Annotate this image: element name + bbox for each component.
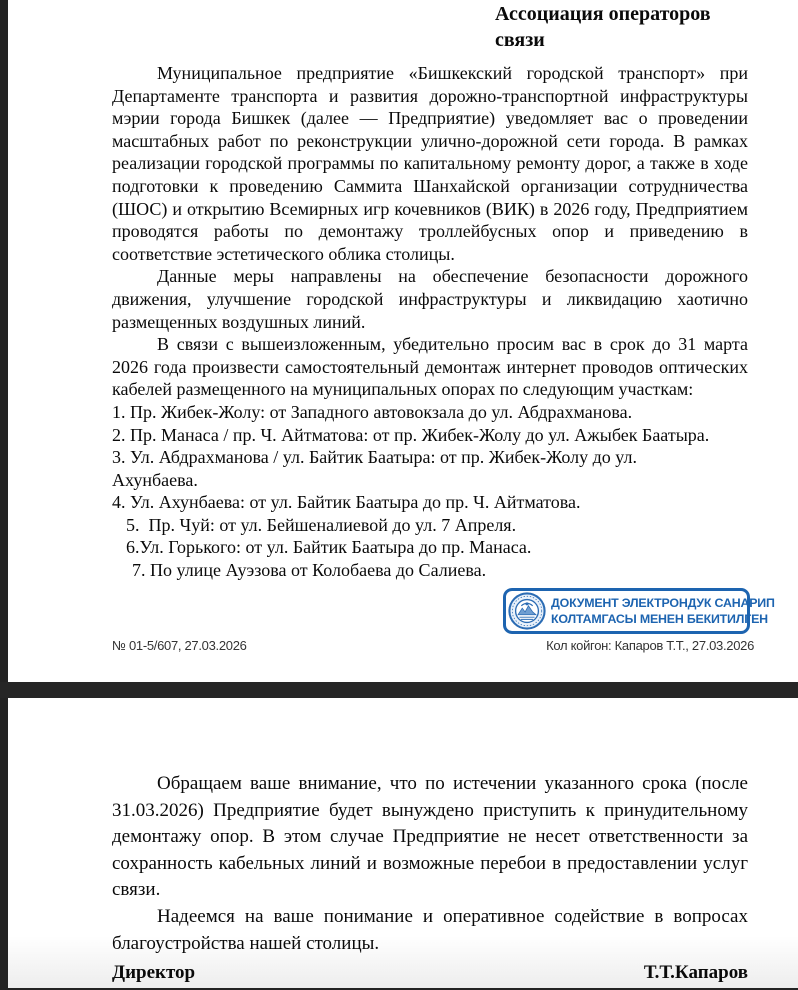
paragraph-closing: Надеемся на ваше понимание и оперативное содействие в вопросах благоустройства нашей столицы. [112, 905, 748, 954]
list-item: 4. Ул. Ахунбаева: от ул. Байтик Баатыра до пр. Ч. Айтматова. [112, 492, 581, 513]
list-item: 6.Ул. Горького: от ул. Байтик Баатыра до пр. Манаса. [126, 537, 532, 558]
stamp-text [551, 595, 775, 628]
paragraph-warning: Обращаем ваше внимание, что по истечении указанного срока (после 31.03.2026) Предприятие будет вынуждено приступить к принудительному демонтажу опор. В этом случае Предприятие не несет ответственности за сохранность кабельных линий и возможные перебои в предоставлении услуг связи. [112, 773, 748, 901]
signature-name: Т.Т.Капаров [643, 962, 748, 984]
list-item: 2. Пр. Манаса / пр. Ч. Айтматова: от пр. Жибек-Жолу до ул. Ажыбек Баатыра. [112, 424, 710, 445]
document-number: № 01-5/607, 27.03.2026 [112, 638, 247, 653]
page-separator [0, 682, 798, 698]
stamp-line-1: ДОКУМЕНТ ЭЛЕКТРОНДУК САНАРИП [551, 595, 775, 610]
digital-signature-stamp [503, 588, 775, 634]
document-page-1 [8, 0, 798, 682]
street-sections-list [112, 401, 724, 582]
list-item: 5. Пр. Чуй: от ул. Бейшеналиевой до ул. 7 Апреля. [126, 514, 517, 535]
stamp-line-2: КОЛТАМГАСЫ МЕНЕН БЕКИТИЛГЕН [551, 612, 768, 626]
signature-title: Директор [112, 962, 196, 984]
paragraph-measures: Данные меры направлены на обеспечение безопасности дорожного движения, улучшение городской инфраструктуры и ликвидацию хаотично размещенных воздушных линий. [112, 266, 748, 332]
document-meta-row [112, 638, 754, 653]
list-item: 3. Ул. Абдрахманова / ул. Байтик Баатыра: от пр. Жибек-Жолу до ул. Ахунбаева. [112, 447, 642, 490]
list-item: 1. Пр. Жибек-Жолу: от Западного автовокзала до ул. Абдрахманова. [112, 401, 633, 422]
paragraph-request: В связи с вышеизложенным, убедительно просим вас в срок до 31 марта 2026 года произвести самостоятельный демонтаж интернет проводов оптических кабелей размещенного на муниципальных опорах по следующим участкам: [112, 334, 748, 400]
signed-by-label: Кол койгон: Капаров Т.Т., 27.03.2026 [546, 638, 754, 653]
signature-row [112, 962, 748, 984]
recipient-block: Ассоциация операторов связи [495, 3, 711, 51]
kyrgyz-emblem-icon [508, 592, 546, 630]
document-page-2 [8, 698, 798, 988]
paragraph-intro: Муниципальное предприятие «Бишкекский городской транспорт» при Департаменте транспорта и развития дорожно-транспортной инфраструктуры мэрии города Бишкек (далее — Предприятие) уведомляет вас о проведении масштабных работ по реконструкции улично-дорожной сети города. В рамках реализации городской программы по капитальному ремонту дорог, а также в ходе подготовки к проведению Саммита Шанхайской организации сотрудничества (ШОС) и открытию Всемирных игр кочевников (ВИК) в 2026 году, Предприятием проводятся работы по демонтажу троллейбусных опор и приведению в соответствие эстетического облика столицы. [112, 63, 748, 264]
list-item: 7. По улице Ауэзова от Колобаева до Салиева. [132, 560, 487, 581]
